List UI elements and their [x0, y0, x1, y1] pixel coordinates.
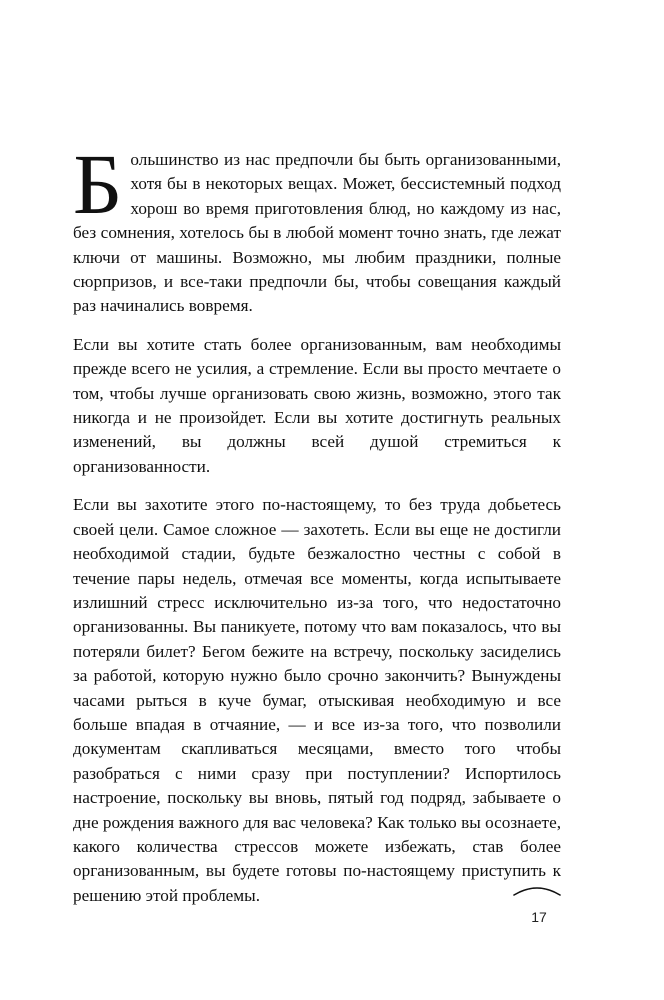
paragraph-1-text: ольшинство из нас предпочли бы быть организованными, хотя бы в некоторых вещах. Может, бессистемный подход хорош во время приготовления блюд, но каждому из нас, без сомнения, хотелось бы в любой момент точно знать, где лежат ключи от машины. Возможно, мы любим праздники, полные сюрпризов, и все-таки предпочли бы, чтобы совещания каждый раз начинались вовремя.: [73, 150, 561, 316]
page-mark-arc: [512, 883, 562, 897]
drop-cap: Б: [73, 136, 123, 232]
page-number: 17: [531, 909, 547, 925]
body-text: [73, 136, 561, 922]
paragraph-2: Если вы хотите стать более организованным, вам необходимы прежде всего не усилия, а стремление. Если вы просто мечтаете о том, чтобы лучше организовать свою жизнь, возможно, этого так никогда и не произойдет. Если вы хотите достигнуть реальных изменений, вы должны всей душой стремиться к организованности.: [73, 334, 561, 476]
paragraph-3: Если вы захотите этого по-настоящему, то без труда добьетесь своей цели. Самое сложное — захотеть. Если вы еще не достигли необходимой стадии, будьте безжалостно честны с собой в течение пары недель, отмечая все моменты, когда испытываете излишний стресс исключительно из-за того, что недостаточно организованны. Вы паникуете, потому что вам показалось, что вы потеряли билет? Бегом бежите на встречу, поскольку засиделись за работой, которую нужно было срочно закончить? Вынуждены часами рыться в куче бумаг, отыскивая необходимую и все больше впадая в отчаяние, — и все из-за того, что позволили документам скапливаться месяцами, вместо того чтобы разобраться с ними сразу при поступлении? Испортилось настроение, поскольку вы вновь, пятый год подряд, забываете о дне рождения важного для вас человека? Как только вы осознаете, какого количества стрессов можете избежать, став более организованным, вы будете готовы по-настоящему приступить к решению этой проблемы.: [73, 495, 561, 905]
paragraph-1: [73, 136, 561, 319]
